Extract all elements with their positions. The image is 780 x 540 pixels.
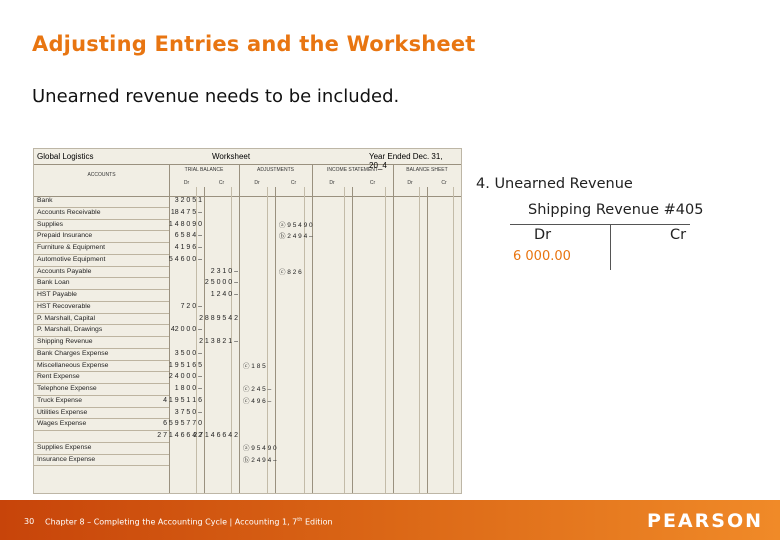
worksheet-account-row: Utilities Expense [34, 408, 169, 420]
trial-balance-dr-amount: 6 5 8 4 – [174, 232, 202, 240]
adjustment-entry: ⓒ 1 8 5 [243, 362, 266, 370]
adjustment-entry: ⓐ 9 5 4 9 0 [243, 444, 277, 452]
trial-balance-dr-amount: 5 4 6 0 0 – [168, 255, 202, 263]
col-dr: Dr [329, 180, 335, 186]
worksheet-period: Year Ended Dec. 31, 20_4 [369, 152, 443, 170]
worksheet-account-row [34, 431, 169, 443]
accounts-header: ACCOUNTS [87, 172, 116, 178]
cents-divider [453, 187, 454, 493]
adjustment-entry: ⓐ 9 5 4 9 0 [279, 221, 313, 229]
worksheet-account-row: Miscellaneous Expense [34, 361, 169, 373]
column-divider [352, 187, 353, 493]
trial-balance-dr-amount: 3 7 5 0 – [174, 408, 202, 416]
trial-balance-dr-amount: 1 9 5 1 6 5 [168, 361, 202, 369]
trial-balance-dr-amount: 1 4 8 0 9 0 [168, 220, 202, 228]
worksheet-account-row: Truck Expense [34, 396, 169, 408]
slide-title: Adjusting Entries and the Worksheet [32, 32, 476, 56]
pearson-logo: PEARSON [647, 510, 763, 532]
worksheet-account-row: Automotive Equipment [34, 255, 169, 267]
col-dr: Dr [407, 180, 413, 186]
worksheet-account-row: Bank Loan [34, 278, 169, 290]
t-account-dr-value: 6 000.00 [513, 249, 571, 264]
adjustment-entry: ⓒ 8 2 6 [279, 268, 302, 276]
t-account-heading: 4. Unearned Revenue [476, 176, 633, 192]
col-cr: Cr [218, 180, 225, 186]
group-balance-sheet: BALANCE SHEET [406, 167, 448, 173]
worksheet-account-row: Supplies [34, 220, 169, 232]
trial-balance-dr-amount: 7 2 0 – [180, 302, 202, 310]
worksheet-account-row: Bank [34, 196, 169, 208]
trial-balance-cr-amount: 2 7 1 4 6 6 4 2 [193, 432, 238, 439]
trial-balance-cr-amount: 2 3 1 0 – [210, 267, 238, 275]
col-cr: Cr [369, 180, 376, 186]
worksheet-account-row: Prepaid Insurance [34, 231, 169, 243]
t-account-name: Shipping Revenue #405 [528, 202, 704, 218]
worksheet-account-row: Rent Expense [34, 372, 169, 384]
worksheet-account-row: Wages Expense [34, 419, 169, 431]
trial-balance-cr-amount: 2 1 3 8 2 1 – [199, 338, 238, 345]
col-dr: Dr [254, 180, 260, 186]
worksheet-account-row: Accounts Payable [34, 267, 169, 279]
cents-divider [385, 187, 386, 493]
group-trial-balance: TRIAL BALANCE [184, 167, 224, 173]
trial-balance-dr-amount: 3 2 0 5 1 [174, 197, 202, 204]
trial-balance-dr-amount: 42 0 0 0 – [170, 326, 202, 334]
worksheet-company: Global Logistics [37, 152, 94, 161]
trial-balance-cr-amount: 2 5 0 0 0 – [204, 279, 238, 287]
adjustment-entry: ⓒ 2 4 5 – [243, 386, 272, 393]
trial-balance-dr-amount: 4 1 9 5 1 1 6 [163, 396, 202, 404]
worksheet-account-row: HST Payable [34, 290, 169, 302]
worksheet-account-row: HST Recoverable [34, 302, 169, 314]
slide-subtitle: Unearned revenue needs to be included. [32, 86, 400, 107]
cents-divider [419, 187, 420, 493]
t-account-cr-label: Cr [670, 227, 687, 243]
worksheet-column-headers [34, 164, 461, 197]
t-account-top-line [510, 224, 690, 225]
group-income-statement: INCOME STATEMENT [327, 167, 378, 173]
footer-text-sup: th [297, 517, 303, 523]
page-number: 30 [24, 517, 35, 526]
column-divider [393, 164, 394, 493]
trial-balance-dr-amount: 3 5 0 0 – [174, 349, 202, 357]
group-adjustments: ADJUSTMENTS [257, 167, 294, 173]
worksheet-account-row: Telephone Expense [34, 384, 169, 396]
worksheet-account-row: Furniture & Equipment [34, 243, 169, 255]
col-cr: Cr [290, 180, 297, 186]
col-dr: Dr [183, 180, 190, 186]
column-divider [312, 164, 313, 493]
trial-balance-cr-amount: 1 2 4 0 – [210, 291, 238, 298]
trial-balance-dr-amount: 1 8 0 0 – [174, 385, 202, 392]
column-divider [427, 187, 428, 493]
trial-balance-dr-amount: 2 4 0 0 0 – [168, 373, 202, 381]
t-account-center-line [610, 224, 611, 270]
footer-bar [0, 500, 780, 540]
worksheet-account-row: P. Marshall, Capital [34, 314, 169, 326]
trial-balance-cr-amount: 2 8 8 9 5 4 2 [199, 314, 238, 322]
worksheet-account-row: Supplies Expense [34, 443, 169, 455]
column-divider [239, 164, 240, 493]
trial-balance-dr-amount: 4 1 9 6 – [174, 244, 202, 251]
col-cr: Cr [441, 180, 447, 186]
t-account-dr-label: Dr [534, 227, 552, 243]
worksheet-image [33, 148, 462, 494]
trial-balance-dr-amount: 6 5 9 5 7 7 0 [163, 420, 202, 428]
worksheet-account-row: Insurance Expense [34, 455, 169, 467]
worksheet-account-row: Bank Charges Expense [34, 349, 169, 361]
adjustment-entry: ⓑ 2 4 9 4 – [279, 233, 313, 241]
cents-divider [344, 187, 345, 493]
adjustment-entry: ⓒ 4 9 6 – [243, 397, 272, 405]
worksheet-account-row: P. Marshall, Drawings [34, 325, 169, 337]
footer-text-end: Edition [302, 517, 333, 527]
trial-balance-dr-amount: 18 4 7 5 – [170, 208, 202, 216]
worksheet-name: Worksheet [212, 152, 251, 161]
t-account-panel [476, 172, 716, 282]
column-divider [169, 164, 170, 493]
accounts-column [34, 196, 169, 466]
worksheet-account-row: Accounts Receivable [34, 208, 169, 220]
adjustment-entry: ⓑ 2 4 9 4 – [243, 456, 277, 464]
trial-balance-dr-amount: 2 7 1 4 6 6 4 2 [157, 432, 202, 439]
footer-text [45, 517, 333, 527]
footer-text-main: Chapter 8 – Completing the Accounting Cycle | Accounting 1, 7 [45, 517, 298, 527]
worksheet-account-row: Shipping Revenue [34, 337, 169, 349]
